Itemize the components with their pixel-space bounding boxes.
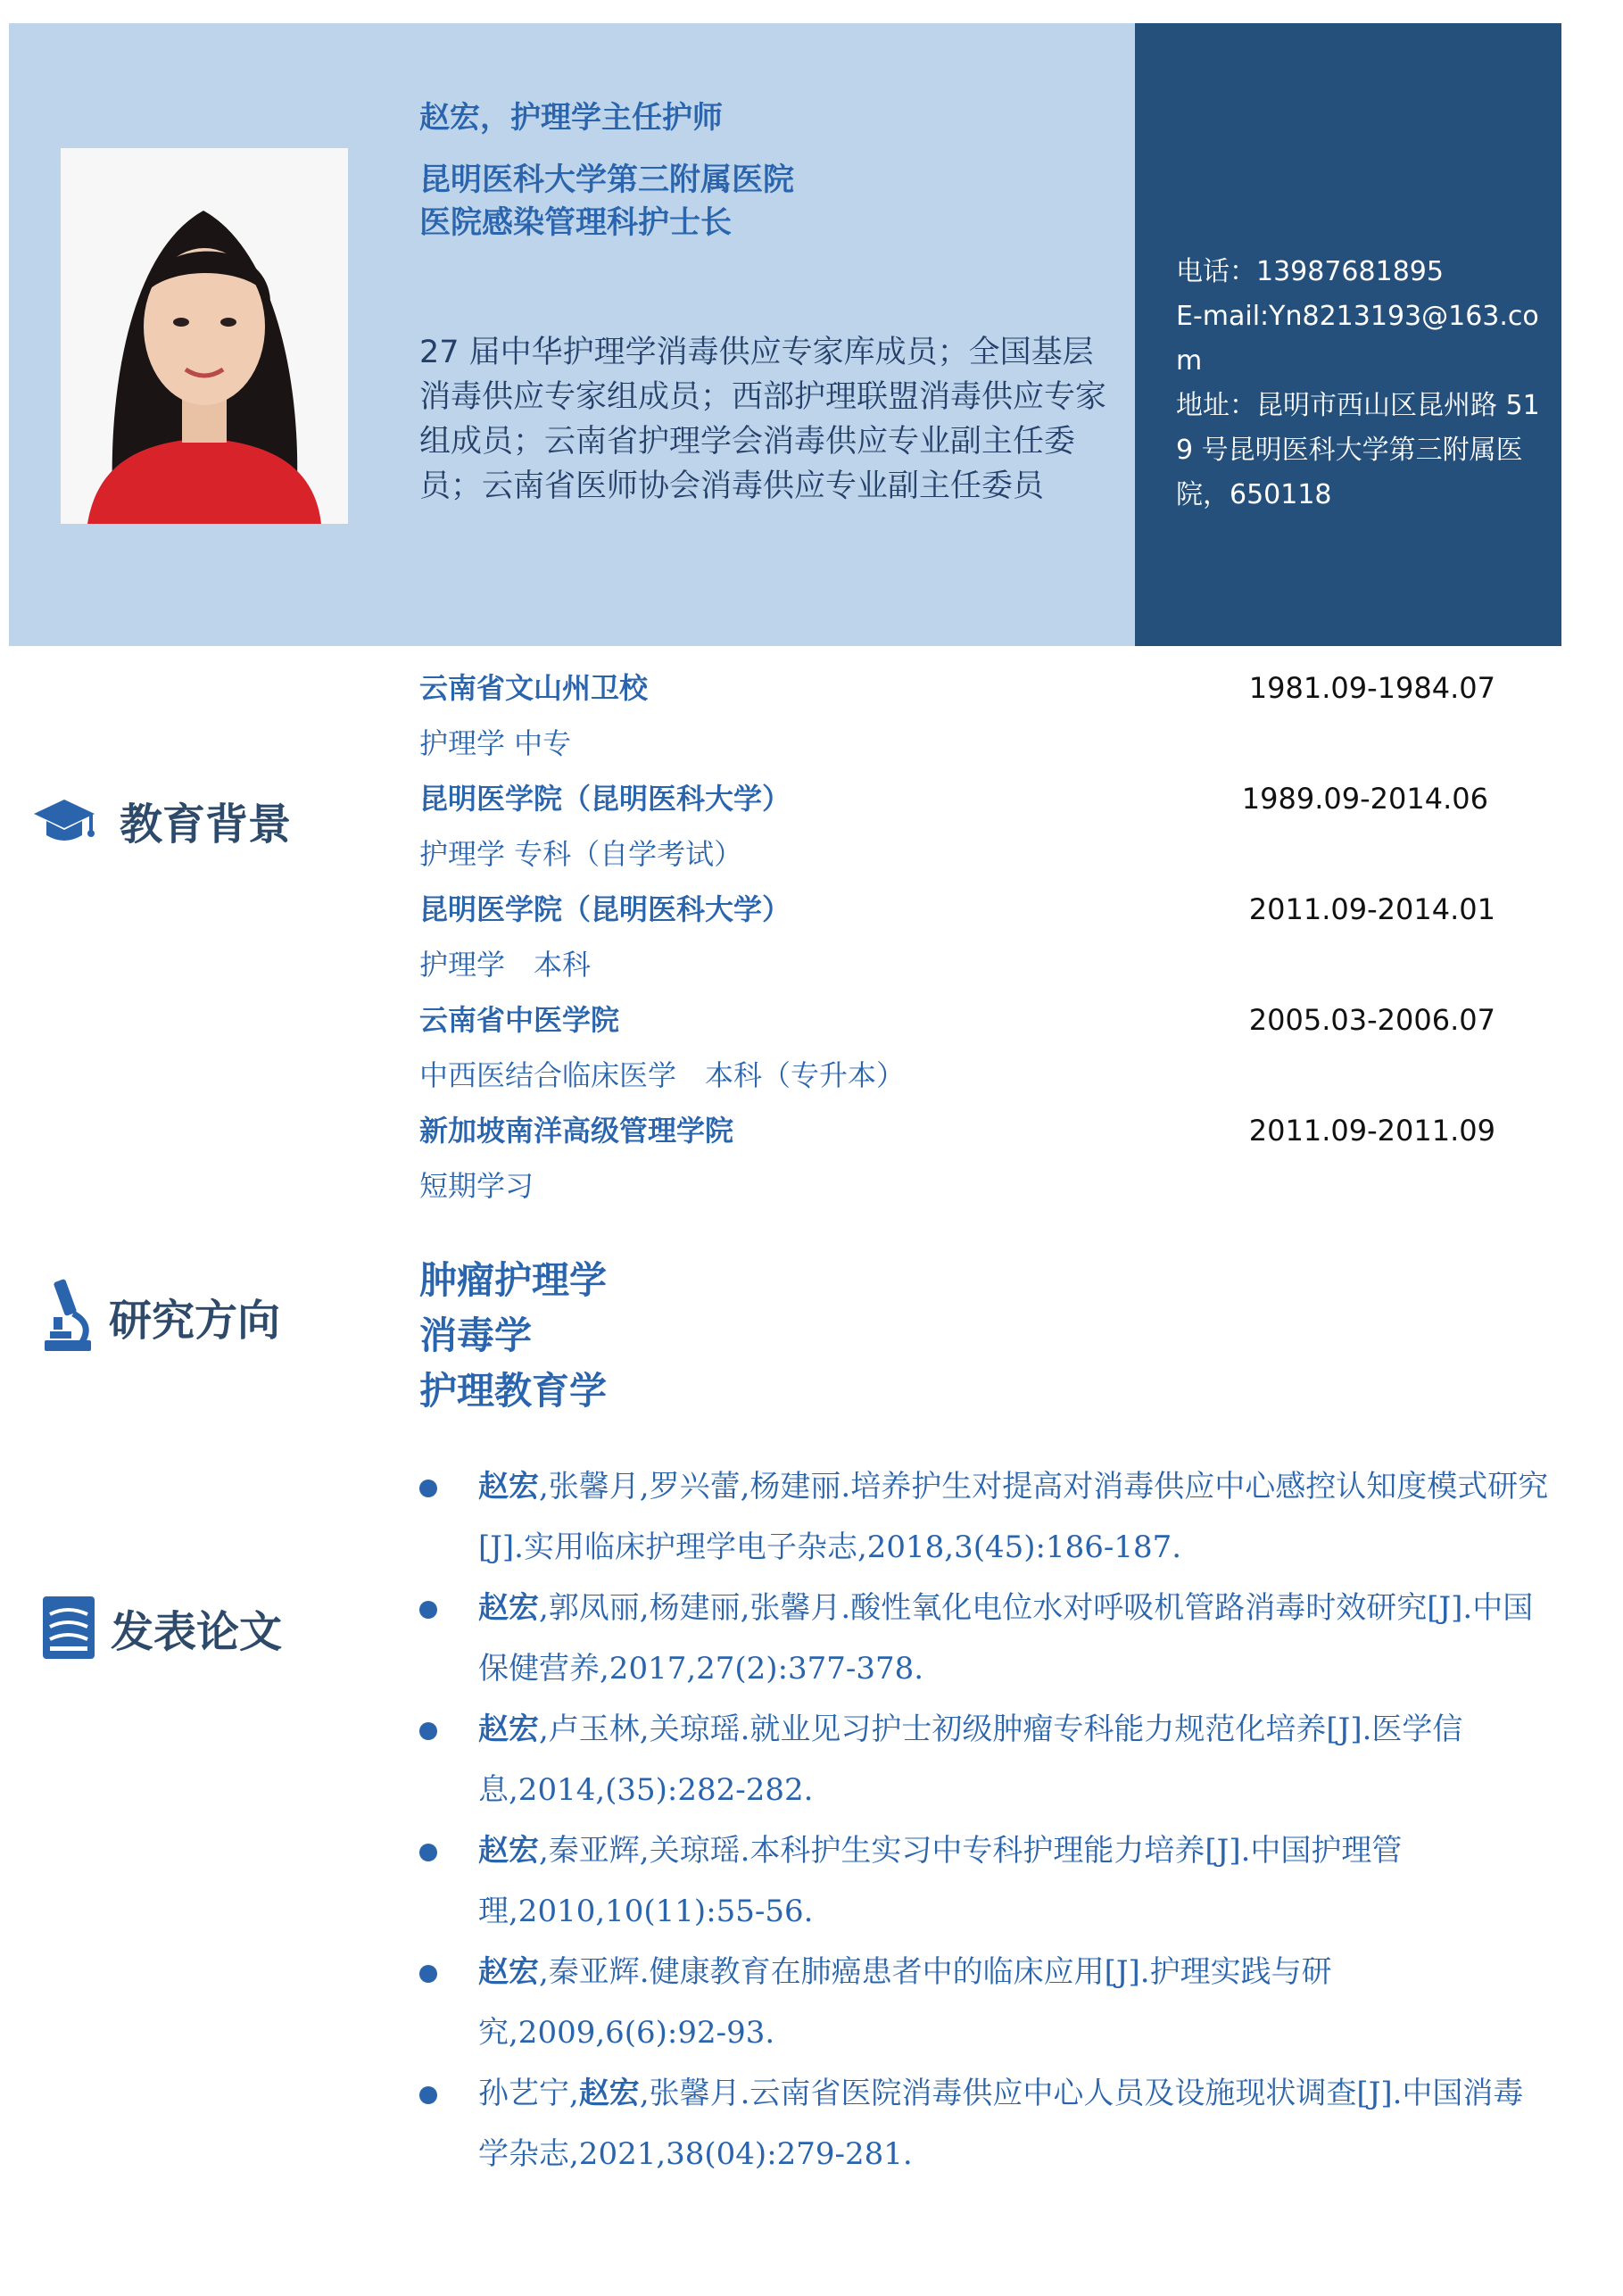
education-date: 2005.03-2006.07 — [1248, 1003, 1495, 1037]
contact-email: E-mail:Yn8213193@163.com — [1176, 301, 1539, 377]
publication-author: 赵宏 — [578, 2076, 640, 2111]
publications-heading-text: 发表论文 — [111, 1606, 283, 1657]
education-major: 短期学习 — [419, 1169, 534, 1203]
research-item: 护理教育学 — [419, 1369, 608, 1413]
bullet-icon — [419, 1601, 437, 1619]
education-school: 云南省文山州卫校 — [419, 671, 649, 705]
education-school: 新加坡南洋高级管理学院 — [419, 1114, 734, 1148]
publication-item — [419, 1942, 1553, 2063]
education-major: 护理学 中专 — [419, 726, 572, 760]
research-heading-text: 研究方向 — [109, 1295, 281, 1346]
education-entry — [419, 882, 1508, 992]
graduation-cap-icon — [32, 794, 96, 848]
education-school: 昆明医学院（昆明医科大学） — [419, 782, 791, 816]
education-major: 中西医结合临床医学 本科（专升本） — [419, 1058, 906, 1092]
publication-citation: ,卢玉林,关琼瑶.就业见习护士初级肿瘤专科能力规范化培养[J].医学信息,2014,(35):282-282. — [478, 1712, 1463, 1808]
affiliation — [419, 159, 794, 245]
bullet-icon — [419, 1965, 437, 1983]
profile-photo — [61, 148, 348, 524]
bullet-icon — [419, 1722, 437, 1740]
publication-author: 赵宏 — [478, 1833, 539, 1869]
publication-citation: ,秦亚辉,关琼瑶.本科护生实习中专科护理能力培养[J].中国护理管理,2010,10(11):55-56. — [478, 1833, 1403, 1929]
publication-item — [419, 1456, 1553, 1578]
contact-address: 地址：昆明市西山区昆州路 519 号昆明医科大学第三附属医院，650118 — [1176, 390, 1540, 510]
bullet-icon — [419, 1844, 437, 1861]
publication-citation: ,张馨月.云南省医院消毒供应中心人员及设施现状调查[J].中国消毒学杂志,2021,38(04):279-281. — [478, 2076, 1524, 2172]
publications-heading — [41, 1593, 282, 1662]
publication-item — [419, 1820, 1553, 1942]
research-item: 肿瘤护理学 — [419, 1258, 608, 1302]
education-heading-text: 教育背景 — [120, 800, 292, 850]
publication-citation: ,秦亚辉.健康教育在肺癌患者中的临床应用[J].护理实践与研究,2009,6(6):92-93. — [478, 1954, 1332, 2051]
publication-author: 赵宏 — [478, 1954, 539, 1990]
name-title: 赵宏，护理学主任护师 — [419, 100, 723, 136]
publication-item — [419, 2063, 1553, 2184]
education-school: 昆明医学院（昆明医科大学） — [419, 892, 791, 926]
education-major: 护理学 本科 — [419, 948, 592, 982]
publication-citation: ,郭凤丽,杨建丽,张馨月.酸性氧化电位水对呼吸机管路消毒时效研究[J].中国保健营养,2017,27(2):377-378. — [478, 1590, 1534, 1687]
bio: 27 届中华护理学消毒供应专家库成员；全国基层消毒供应专家组成员；西部护理联盟消毒供应专家组成员；云南省护理学会消毒供应专业副主任委员；云南省医师协会消毒供应专业副主任委员 — [419, 335, 1107, 504]
education-entry — [419, 771, 1508, 882]
microscope-icon — [41, 1278, 95, 1355]
education-heading — [32, 790, 291, 851]
bullet-icon — [419, 1480, 437, 1497]
publication-item — [419, 1578, 1553, 1699]
publication-coauthor-prefix: 孙艺宁, — [478, 2076, 579, 2111]
contact-phone: 电话：13987681895 — [1176, 256, 1444, 287]
education-entry — [419, 660, 1508, 771]
education-entry — [419, 1103, 1508, 1214]
education-entry — [419, 992, 1508, 1103]
education-list — [419, 660, 1508, 1214]
education-date: 1981.09-1984.07 — [1248, 671, 1495, 705]
publication-author: 赵宏 — [478, 1712, 539, 1747]
document-icon — [41, 1593, 96, 1662]
publication-citation: ,张馨月,罗兴蕾,杨建丽.培养护生对提高对消毒供应中心感控认知度模式研究[J].实用临床护理学电子杂志,2018,3(45):186-187. — [478, 1469, 1549, 1565]
education-date: 1989.09-2014.06 — [1241, 782, 1488, 816]
bullet-icon — [419, 2086, 437, 2104]
research-heading — [41, 1278, 280, 1355]
research-item: 消毒学 — [419, 1314, 533, 1357]
publication-author: 赵宏 — [478, 1590, 539, 1626]
publication-item — [419, 1699, 1553, 1820]
publication-author: 赵宏 — [478, 1469, 539, 1504]
affiliation-department: 医院感染管理科护士长 — [419, 205, 733, 241]
education-school: 云南省中医学院 — [419, 1003, 620, 1037]
education-date: 2011.09-2011.09 — [1248, 1114, 1495, 1148]
publications-list — [419, 1456, 1553, 2184]
contact-info — [1176, 250, 1551, 518]
education-date: 2011.09-2014.01 — [1248, 892, 1495, 926]
affiliation-hospital: 昆明医科大学第三附属医院 — [419, 162, 795, 198]
education-major: 护理学 专科（自学考试） — [419, 837, 743, 871]
research-list — [419, 1253, 607, 1419]
